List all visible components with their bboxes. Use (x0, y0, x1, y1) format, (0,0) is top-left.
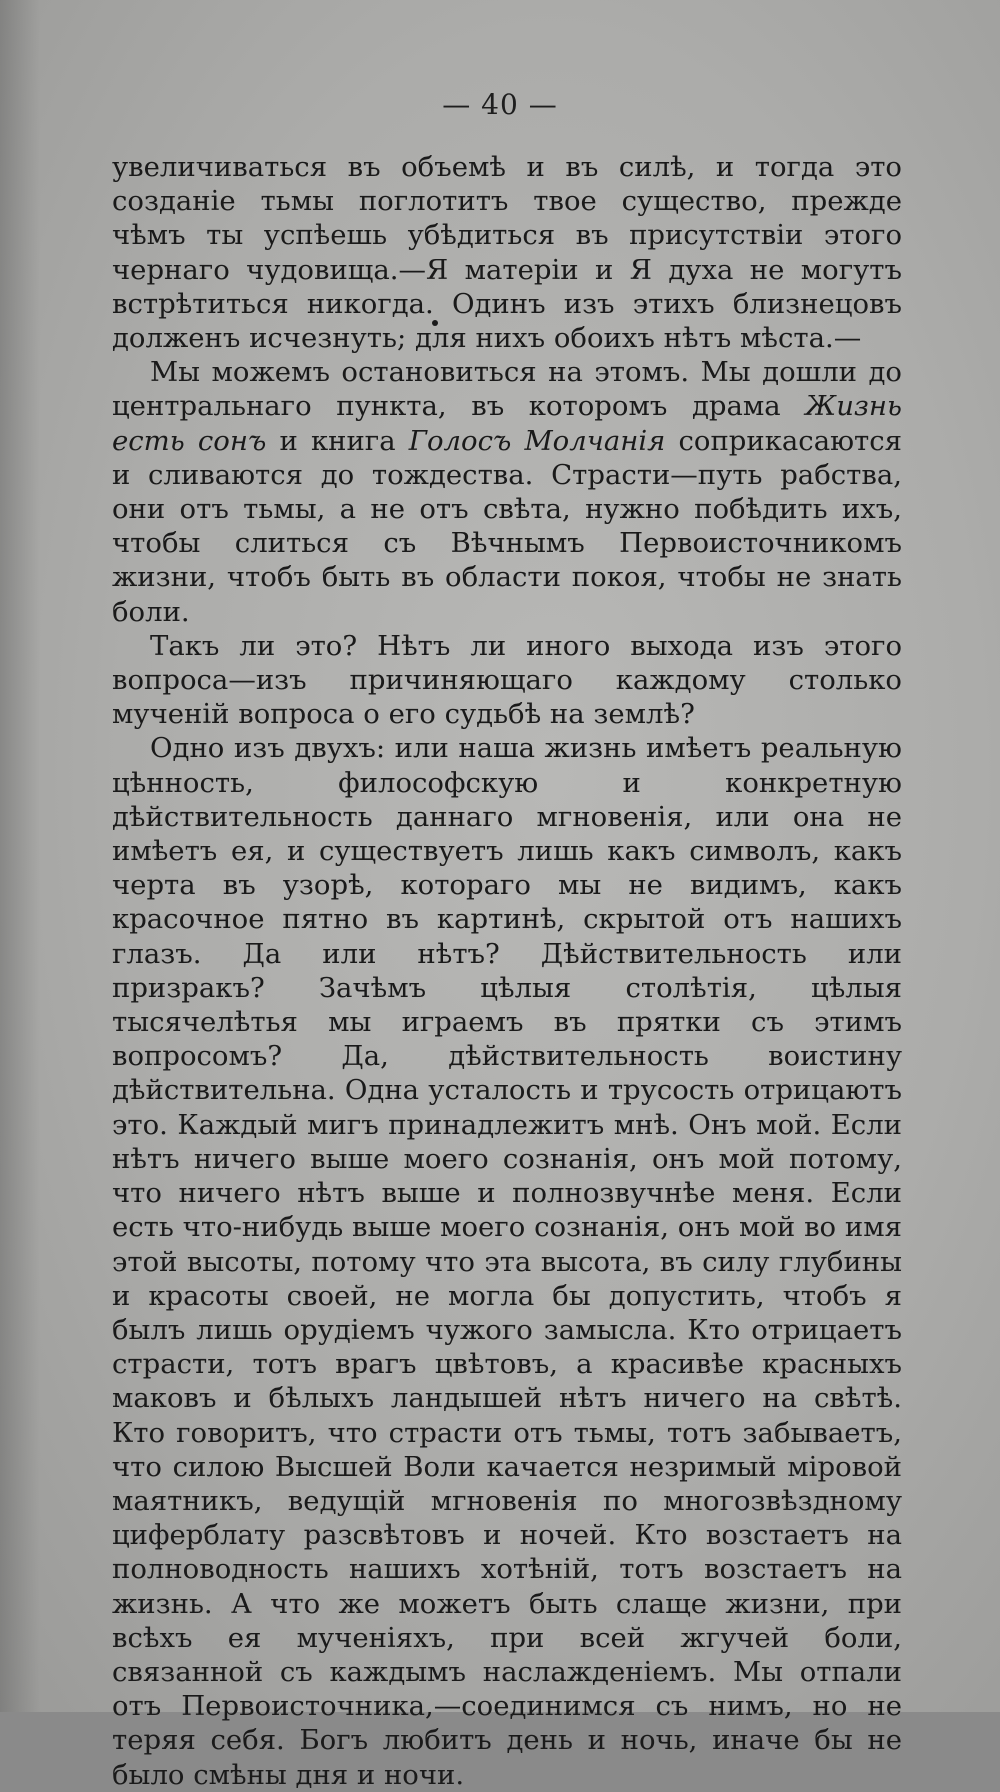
paragraph-2-text-a: Мы можемъ остановиться на этомъ. Мы дошли до центральнаго пункта, въ которомъ драма (112, 356, 902, 423)
title-zhizn-est-son: Жизнь есть сонъ (112, 390, 902, 457)
page-number: — 40 — (442, 88, 558, 121)
paragraph-4-text: Одно изъ двухъ: или наша жизнь имѣетъ реальную цѣнность, философскую и конкретную дѣйствительность даннаго мгновенія, или она не имѣетъ ея, и существуетъ лишь какъ символъ, какъ черта въ узорѣ, котораго мы не видимъ, какъ красочное пятно въ картинѣ, скрытой отъ нашихъ глазъ. Да или нѣтъ? Дѣйствительность или призракъ? Зачѣмъ цѣлыя столѣтія, цѣлыя тысячелѣтья мы играемъ въ прятки съ этимъ вопросомъ? Да, дѣйствительность воистину дѣйствительна. Одна усталость и трусость отрицаютъ это. Каждый мигъ принадлежитъ мнѣ. Онъ мой. Если нѣтъ ничего выше моего сознанія, онъ мой потому, что ничего нѣтъ выше и полнозвучнѣе меня. Если есть что-нибудь выше моего сознанія, онъ мой во имя этой высоты, потому что эта высота, въ силу глубины и красоты своей, не могла бы допустить, чтобъ я былъ лишь орудіемъ чужого замысла. Кто отрицаетъ страсти, тотъ врагъ цвѣтовъ, а красивѣе красныхъ маковъ и бѣлыхъ ландышей нѣтъ ничего на свѣтѣ. Кто говоритъ, что страсти отъ тьмы, тотъ забываетъ, что силою Высшей Воли качается незримый міровой маятникъ, ведущій мгновенія по многозвѣздному циферблату разсвѣтовъ и ночей. Кто возстаетъ на полноводность нашихъ хотѣній, тотъ возстаетъ на жизнь. А что же можетъ быть слаще жизни, при всѣхъ ея мученіяхъ, при всей жгучей боли, связанной съ каждымъ наслажденіемъ. Мы отпали отъ Первоисточника,—соединимся съ нимъ, но не теряя себя. Богъ любитъ день и ночь, иначе бы не было смѣны дня и ночи. (112, 732, 902, 1791)
paragraph-2 (112, 355, 902, 629)
paragraph-2-text-b: и книга (266, 424, 409, 457)
paragraph-3 (112, 629, 902, 732)
title-golos-molchaniya: Голосъ Молчанія (408, 424, 666, 457)
paragraph-2-text-c: соприкасаются и сливаются до тождества. Страсти—путь рабства, они отъ тьмы, а не отъ свѣта, нужно побѣдить ихъ, чтобы слиться съ Вѣчнымъ Первоисточникомъ жизни, чтобъ быть въ области покоя, чтобы не знать боли. (112, 424, 903, 628)
paragraph-3-text: Такъ ли это? Нѣтъ ли иного выхода изъ этого вопроса—изъ причиняющаго каждому столько мученій вопроса о его судьбѣ на землѣ? (112, 629, 902, 731)
paragraph-1 (112, 150, 902, 355)
paragraph-1-text: увеличиваться въ объемѣ и въ силѣ, и тогда это созданіе тьмы поглотитъ твое существо, прежде чѣмъ ты успѣешь убѣдиться въ присутствіи этого чернаго чудовища.—Я матеріи и Я духа не могутъ встрѣтиться никогда. Одинъ изъ этихъ близнецовъ долженъ исчезнуть; для нихъ обоихъ нѣтъ мѣста.— (112, 151, 902, 355)
paragraph-4 (112, 731, 902, 1791)
body-text (112, 150, 902, 1792)
